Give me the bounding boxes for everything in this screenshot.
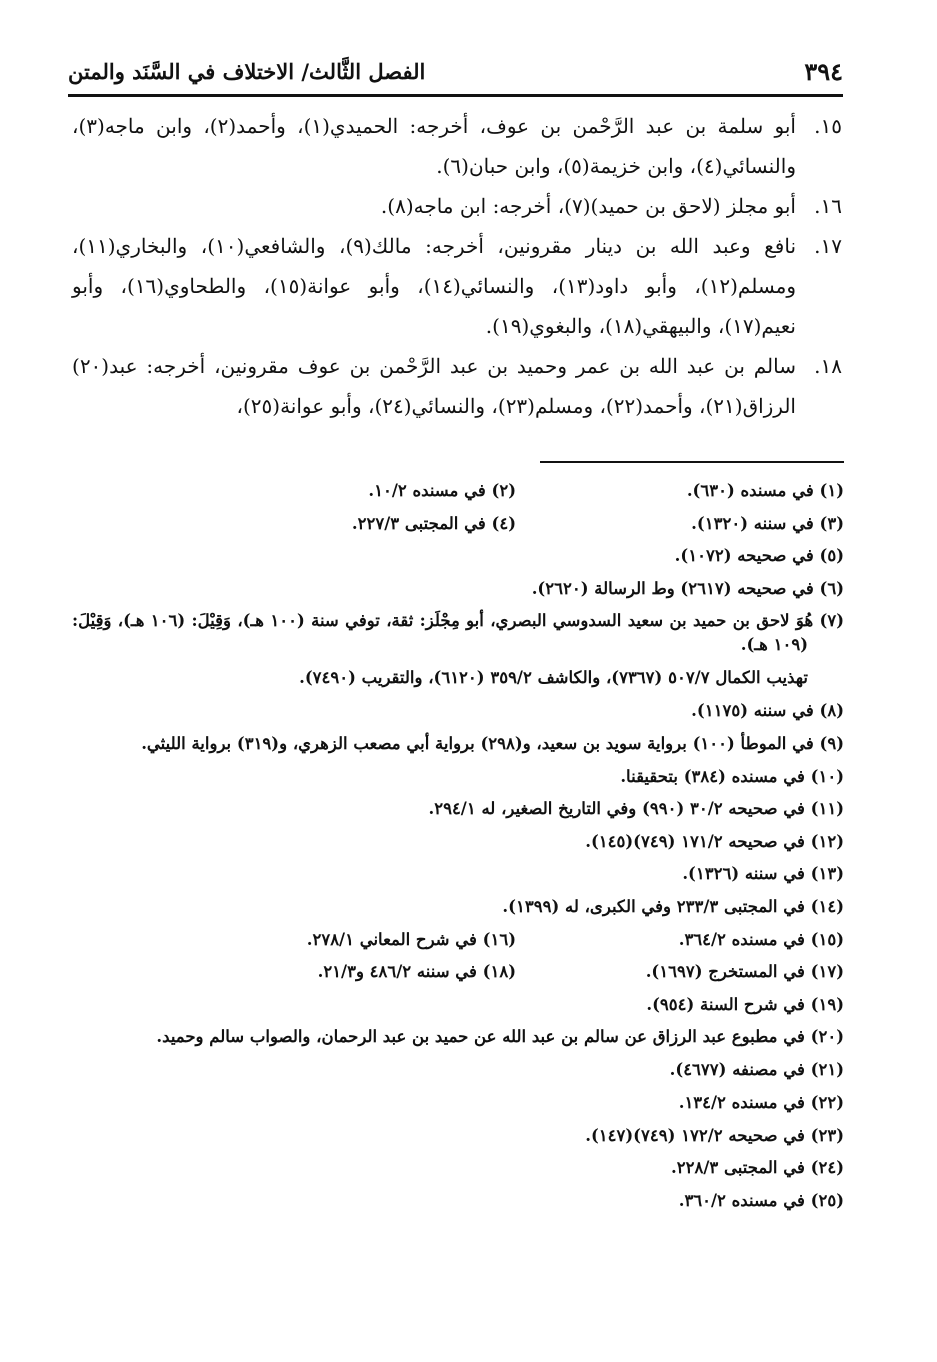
- footnote-13: (١٣) في سننه (١٣٢٦).: [682, 864, 844, 884]
- header-rule: [68, 94, 843, 97]
- footnote-11: (١١) في صحيحه ٣٠/٢ (٩٩٠) وفي التاريخ الصغير، له ٢٩٤/١.: [428, 799, 844, 819]
- footnote-pair: [72, 924, 844, 957]
- footnote-pair: [72, 956, 844, 989]
- entry-number: ١٧.: [814, 234, 843, 258]
- page-number: ٣٩٤: [804, 57, 843, 86]
- footnote-18: (١٨) في سننه ٤٨٦/٢ و٢١/٣.: [317, 962, 516, 982]
- footnote-pair: [72, 508, 844, 541]
- page-header: [68, 55, 843, 89]
- footnote-pair: [72, 475, 844, 508]
- chapter-title: الفصل الثَّالث/ الاختلاف في السَّنَد والمتن: [68, 59, 426, 84]
- footnote-4: (٤) في المجتبى ٢٢٧/٣.: [351, 513, 516, 533]
- footnote-19: (١٩) في شرح السنة (٩٥٤).: [646, 994, 844, 1014]
- entry-18: [72, 346, 842, 426]
- entry-text: أبو سلمة بن عبد الرَّحْمن بن عوف، أخرجه: الحميدي(١)، وأحمد(٢)، وابن ماجه(٣)، والنسائي(٤)، وابن خزيمة(٥)، وابن حبان(٦).: [72, 114, 796, 178]
- entry-number: ١٦.: [814, 194, 842, 218]
- footnote-6: (٦) في صحيحه (٢٦١٧) وط الرسالة (٢٦٢٠).: [531, 578, 844, 598]
- footnote-20: (٢٠) في مطبوع عبد الرزاق عن سالم بن عبد الله عن حميد بن عبد الرحمان، والصواب سالم وحميد.: [156, 1027, 844, 1047]
- footnote-10: (١٠) في مسنده (٣٨٤) بتحقيقنا.: [620, 766, 844, 786]
- footnote-3: (٣) في سننه (١٣٢٠).: [691, 513, 844, 533]
- footnote-5: (٥) في صحيحه (١٠٧٢).: [674, 546, 844, 566]
- entry-16: [72, 186, 842, 226]
- entry-text: سالم بن عبد الله بن عمر وحميد بن عبد الرَّحْمن بن عوف مقرونين، أخرجه: عبد(٢٠) الرزاق(٢١)، وأحمد(٢٢)، ومسلم(٢٣)، والنسائي(٢٤)، وأبو عوانة(٢٥)،: [72, 354, 796, 418]
- footnote-24: (٢٤) في المجتبى ٢٢٨/٣.: [671, 1158, 844, 1178]
- footnote-23: (٢٣) في صحيحه ١٧٢/٢ (٧٤٩)(١٤٧).: [585, 1125, 844, 1145]
- entry-number: ١٨.: [814, 354, 842, 378]
- entry-15: [72, 106, 842, 186]
- footnote-9: (٩) في الموطأ (١٠٠) برواية سويد بن سعيد، و(٢٩٨) برواية أبي مصعب الزهري، و(٣١٩) برواية الليثي.: [141, 733, 844, 753]
- footnote-17: (١٧) في المستخرج (١٦٩٧).: [645, 962, 844, 982]
- entry-text: نافع وعبد الله بن دينار مقرونين، أخرجه: مالك(٩)، والشافعي(١٠)، والبخاري(١١)، ومسلم(١٢)، وأبو داود(١٣)، والنسائي(١٤)، وأبو عوانة(١٥)، والطحاوي(١٦)، وأبو نعيم(١٧)، والبيهقي(١٨)، والبغوي(١٩).: [72, 234, 797, 338]
- main-text: [72, 106, 842, 426]
- footnotes: [72, 475, 844, 1217]
- footnote-separator: [540, 461, 844, 463]
- entry-number: ١٥.: [814, 114, 842, 138]
- footnote-15: (١٥) في مسنده ٣٦٤/٢.: [678, 929, 844, 949]
- footnote-2: (٢) في مسنده ١٠/٢.: [368, 481, 516, 500]
- footnote-1: (١) في مسنده (٦٣٠).: [686, 481, 844, 500]
- footnote-25: (٢٥) في مسنده ٣٦٠/٢.: [678, 1190, 844, 1210]
- footnote-14: (١٤) في المجتبى ٢٣٣/٣ وفي الكبرى، له (١٣٩٩).: [502, 896, 844, 916]
- footnote-22: (٢٢) في مسنده ١٣٤/٢.: [678, 1092, 844, 1112]
- footnote-16: (١٦) في شرح المعاني ٢٧٨/١.: [306, 929, 516, 949]
- footnote-7-references: تهذيب الكمال ٥٠٧/٧ (٧٣٦٧)، والكاشف ٣٥٩/٢ (٦١٢٠)، والتقريب (٧٤٩٠).: [299, 668, 808, 688]
- footnote-8: (٨) في سننه (١١٧٥).: [691, 700, 844, 720]
- footnote-7: (٧) هُوَ لاحق بن حميد بن سعيد السدوسي البصري، أبو مِجْلَز: ثقة، توفي سنة (١٠٠ هـ)، وَقِيْلَ: (١٠٦ هـ)، وَقِيْلَ: (١٠٩ هـ).: [72, 611, 844, 655]
- footnote-12: (١٢) في صحيحه ١٧١/٢ (٧٤٩)(١٤٥).: [585, 831, 844, 851]
- entry-text: أبو مجلز (لاحق بن حميد)(٧)، أخرجه: ابن ماجه(٨).: [380, 194, 796, 218]
- entry-17: [72, 226, 842, 346]
- footnote-21: (٢١) في مصنفه (٤٦٧٧).: [669, 1060, 844, 1080]
